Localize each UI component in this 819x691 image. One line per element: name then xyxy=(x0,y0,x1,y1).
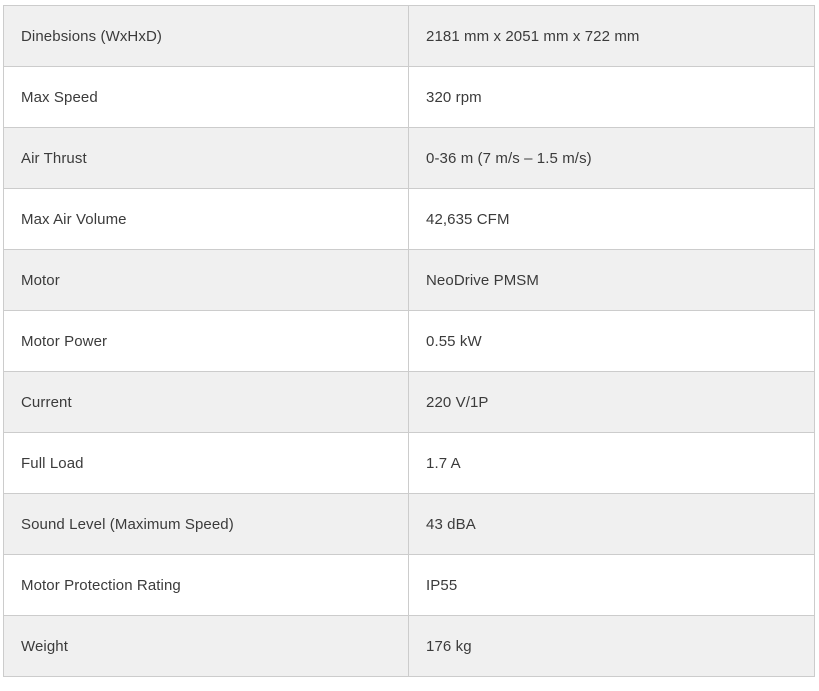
table-row xyxy=(4,67,815,128)
spec-value: 320 rpm xyxy=(409,67,815,128)
table-row xyxy=(4,128,815,189)
table-row xyxy=(4,6,815,67)
table-row xyxy=(4,433,815,494)
spec-label: Full Load xyxy=(4,433,409,494)
spec-label: Dinebsions (WxHxD) xyxy=(4,6,409,67)
spec-label: Sound Level (Maximum Speed) xyxy=(4,494,409,555)
table-row xyxy=(4,250,815,311)
table-row xyxy=(4,616,815,677)
spec-value: 42,635 CFM xyxy=(409,189,815,250)
spec-label: Motor Protection Rating xyxy=(4,555,409,616)
table-row xyxy=(4,555,815,616)
spec-table xyxy=(3,5,815,677)
table-row xyxy=(4,189,815,250)
spec-value: 0-36 m (7 m/s – 1.5 m/s) xyxy=(409,128,815,189)
spec-value: 2181 mm x 2051 mm x 722 mm xyxy=(409,6,815,67)
spec-label: Air Thrust xyxy=(4,128,409,189)
spec-label: Weight xyxy=(4,616,409,677)
spec-value: IP55 xyxy=(409,555,815,616)
spec-label: Motor Power xyxy=(4,311,409,372)
spec-value: 0.55 kW xyxy=(409,311,815,372)
spec-value: 220 V/1P xyxy=(409,372,815,433)
spec-label: Max Speed xyxy=(4,67,409,128)
spec-table-body xyxy=(4,6,815,677)
table-row xyxy=(4,372,815,433)
spec-label: Max Air Volume xyxy=(4,189,409,250)
spec-value: 43 dBA xyxy=(409,494,815,555)
spec-value: 1.7 A xyxy=(409,433,815,494)
table-row xyxy=(4,311,815,372)
spec-value: 176 kg xyxy=(409,616,815,677)
spec-value: NeoDrive PMSM xyxy=(409,250,815,311)
table-row xyxy=(4,494,815,555)
spec-label: Current xyxy=(4,372,409,433)
spec-label: Motor xyxy=(4,250,409,311)
